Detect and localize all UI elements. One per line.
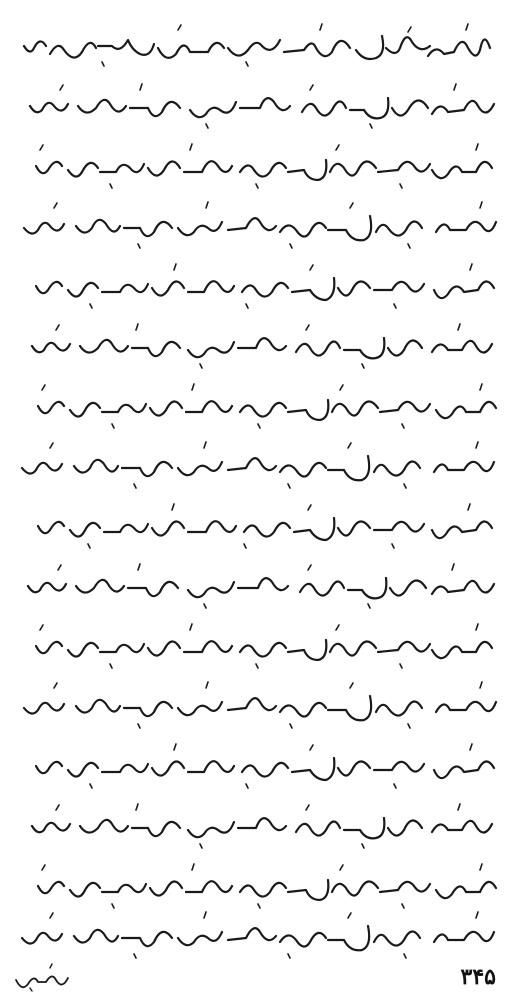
handwritten-line-16 [10,908,504,972]
handwritten-line-3 [10,138,504,202]
handwritten-line-14 [10,798,504,862]
handwritten-line-2 [10,78,504,142]
handwritten-line-7 [10,378,504,442]
handwriting-strokes [10,198,504,262]
handwriting-strokes [10,558,504,622]
handwriting-strokes [10,498,504,562]
handwriting-strokes [10,438,504,502]
handwritten-line-5 [10,258,504,322]
handwriting-strokes [10,618,504,682]
handwritten-line-1 [10,18,504,82]
handwriting-strokes [10,378,504,442]
catchword [6,962,76,996]
handwriting-strokes [10,18,504,82]
handwritten-line-4 [10,198,504,262]
handwriting-strokes [10,678,504,742]
catchword-strokes [6,962,76,996]
handwritten-line-13 [10,738,504,802]
handwriting-strokes [10,908,504,972]
handwritten-line-11 [10,618,504,682]
handwritten-line-12 [10,678,504,742]
handwritten-line-9 [10,498,504,562]
page-number: ۳۴۵ [460,964,496,990]
handwritten-line-10 [10,558,504,622]
handwriting-strokes [10,78,504,142]
handwriting-strokes [10,738,504,802]
handwritten-line-8 [10,438,504,502]
handwritten-line-6 [10,318,504,382]
handwriting-strokes [10,258,504,322]
handwriting-strokes [10,318,504,382]
handwriting-strokes [10,138,504,202]
handwriting-strokes [10,798,504,862]
